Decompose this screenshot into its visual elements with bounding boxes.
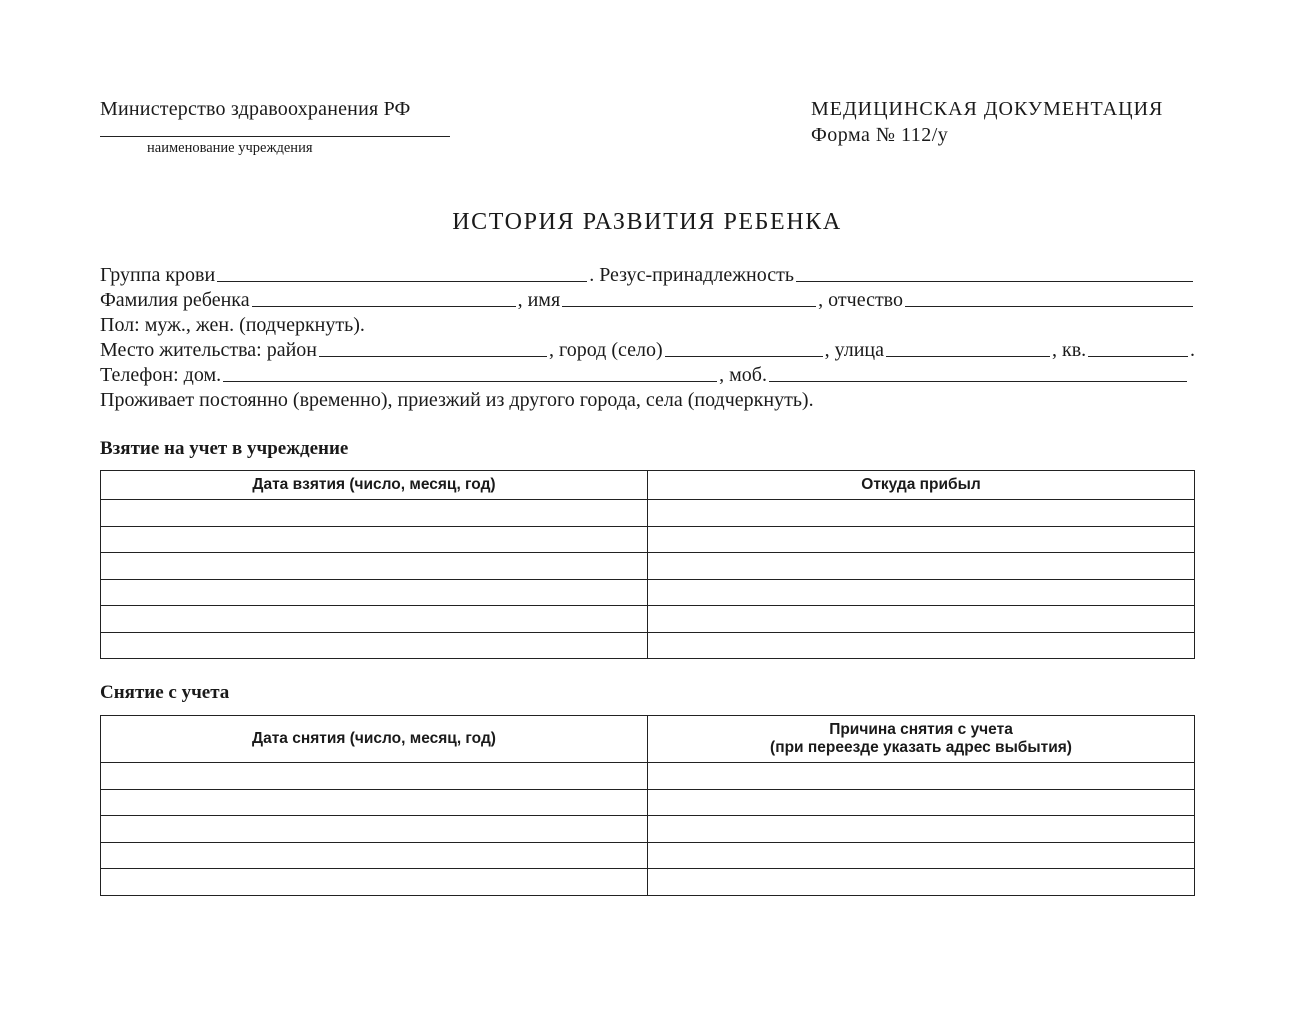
patronymic-field[interactable] (905, 305, 1193, 307)
table-row (101, 500, 1195, 527)
patronymic-label: , отчество (818, 289, 903, 311)
table-cell[interactable] (648, 632, 1195, 659)
page-title (0, 206, 1300, 238)
table-header-row (101, 716, 1195, 763)
table-cell[interactable] (101, 526, 648, 553)
table-row (101, 526, 1195, 553)
table-cell[interactable] (101, 763, 648, 790)
city-field[interactable] (665, 355, 823, 357)
column-header-date: Дата взятия (число, месяц, год) (101, 471, 648, 500)
table-cell[interactable] (101, 553, 648, 580)
column-header-date: Дата снятия (число, месяц, год) (101, 716, 648, 763)
table-cell[interactable] (101, 500, 648, 527)
blood-group-field[interactable] (217, 280, 587, 282)
table-row (101, 606, 1195, 633)
column-header-reason-line2: (при переезде указать адрес выбытия) (770, 739, 1072, 756)
table-cell[interactable] (101, 632, 648, 659)
page-title-text: ИСТОРИЯ РАЗВИТИЯ РЕБЕНКА (452, 209, 842, 235)
residence-row (100, 337, 1195, 362)
table-row (101, 816, 1195, 843)
name-row (100, 287, 1195, 312)
phone-home-field[interactable] (223, 380, 717, 382)
document-type: МЕДИЦИНСКАЯ ДОКУМЕНТАЦИЯ (811, 98, 1164, 120)
registration-section-title: Взятие на учет в учреждение (100, 438, 349, 459)
form-number: Форма № 112/у (811, 124, 949, 146)
registration-rows (101, 500, 1195, 659)
street-label: , улица (824, 339, 885, 361)
phone-row (100, 362, 1195, 387)
apartment-end: . (1190, 339, 1195, 361)
table-cell[interactable] (648, 553, 1195, 580)
table-cell[interactable] (101, 842, 648, 869)
table-cell[interactable] (101, 869, 648, 896)
ministry-name: Министерство здравоохранения РФ (100, 98, 411, 120)
blood-row (100, 262, 1195, 287)
institution-caption: наименование учреждения (147, 140, 313, 156)
table-cell[interactable] (101, 789, 648, 816)
residence-status-line[interactable]: Проживает постоянно (временно), приезжий из другого города, села (подчеркнуть). (100, 389, 814, 411)
document-header (811, 96, 1163, 148)
table-cell[interactable] (648, 842, 1195, 869)
deregistration-section-title: Снятие с учета (100, 682, 230, 703)
table-cell[interactable] (101, 579, 648, 606)
first-name-label: , имя (517, 289, 561, 311)
table-cell[interactable] (648, 526, 1195, 553)
street-field[interactable] (886, 355, 1050, 357)
table-cell[interactable] (648, 579, 1195, 606)
table-cell[interactable] (648, 500, 1195, 527)
table-row (101, 553, 1195, 580)
first-name-field[interactable] (562, 305, 816, 307)
institution-name-field[interactable] (100, 122, 450, 137)
table-row (101, 789, 1195, 816)
table-header-row (101, 471, 1195, 500)
table-cell[interactable] (648, 816, 1195, 843)
column-header-from: Откуда прибыл (648, 471, 1195, 500)
child-surname-label: Фамилия ребенка (100, 289, 250, 311)
table-cell[interactable] (648, 606, 1195, 633)
phone-mobile-field[interactable] (769, 380, 1187, 382)
child-surname-field[interactable] (252, 305, 516, 307)
phone-home-label: Телефон: дом. (100, 364, 222, 386)
deregistration-table (100, 715, 1195, 896)
deregistration-rows (101, 763, 1195, 896)
table-cell[interactable] (101, 606, 648, 633)
city-label: , город (село) (549, 339, 663, 361)
column-header-reason (648, 716, 1195, 763)
table-cell[interactable] (648, 789, 1195, 816)
district-label: Место жительства: район (100, 339, 318, 361)
table-cell[interactable] (648, 763, 1195, 790)
table-row (101, 869, 1195, 896)
sex-line[interactable]: Пол: муж., жен. (подчеркнуть). (100, 314, 365, 336)
registration-table (100, 470, 1195, 659)
table-row (101, 842, 1195, 869)
apartment-field[interactable] (1088, 355, 1188, 357)
column-header-reason-line1: Причина снятия с учета (829, 721, 1013, 738)
institution-header (100, 96, 460, 157)
table-row (101, 632, 1195, 659)
apartment-label: , кв. (1052, 339, 1087, 361)
rhesus-label: . Резус-принадлежность (589, 264, 794, 286)
table-row (101, 579, 1195, 606)
district-field[interactable] (319, 355, 547, 357)
table-cell[interactable] (101, 816, 648, 843)
blood-group-label: Группа крови (100, 264, 216, 286)
table-cell[interactable] (648, 869, 1195, 896)
rhesus-field[interactable] (796, 280, 1193, 282)
table-row (101, 763, 1195, 790)
phone-mobile-label: , моб. (719, 364, 767, 386)
